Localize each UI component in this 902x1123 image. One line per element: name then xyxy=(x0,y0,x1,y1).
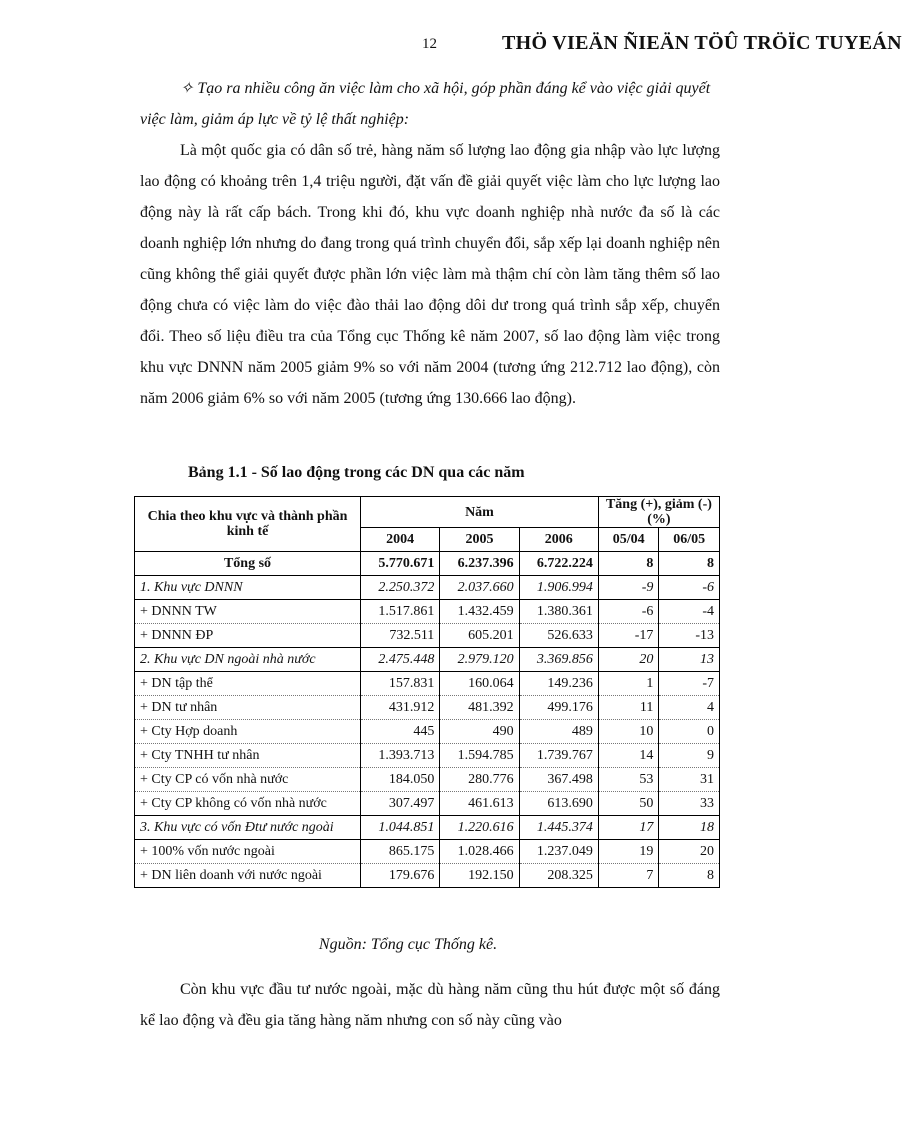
header-category: Chia theo khu vực và thành phần kinh tế xyxy=(135,497,361,552)
cell-2006: 499.176 xyxy=(519,696,598,720)
table-row xyxy=(135,720,720,744)
table-row xyxy=(135,696,720,720)
cell-2005: 2.037.660 xyxy=(440,576,519,600)
cell-2004: 2.250.372 xyxy=(361,576,440,600)
header-change-group: Tăng (+), giảm (-) (%) xyxy=(598,497,719,528)
cell-2004: 865.175 xyxy=(361,840,440,864)
row-label: + DN liên doanh với nước ngoài xyxy=(135,864,361,888)
cell-2006: 1.906.994 xyxy=(519,576,598,600)
cell-2006: 526.633 xyxy=(519,624,598,648)
row-label: 2. Khu vực DN ngoài nhà nước xyxy=(135,648,361,672)
bullet-text: Tạo ra nhiều công ăn việc làm cho xã hội, góp phần đáng kể vào việc giải quyết việc làm, giảm áp lực về tỷ lệ thất nghiệp: xyxy=(140,80,711,128)
cell-change-05-04: 1 xyxy=(598,672,659,696)
cell-2005: 490 xyxy=(440,720,519,744)
cell-2005: 2.979.120 xyxy=(440,648,519,672)
table-row-group-non-state xyxy=(135,648,720,672)
cell-change-06-05: 18 xyxy=(659,816,720,840)
cell-2004: 445 xyxy=(361,720,440,744)
cell-2004: 179.676 xyxy=(361,864,440,888)
cell-2005: 6.237.396 xyxy=(440,552,519,576)
cell-2005: 192.150 xyxy=(440,864,519,888)
cell-change-06-05: 33 xyxy=(659,792,720,816)
cell-2006: 1.237.049 xyxy=(519,840,598,864)
cell-change-06-05: 31 xyxy=(659,768,720,792)
cell-2004: 184.050 xyxy=(361,768,440,792)
cell-2006: 613.690 xyxy=(519,792,598,816)
cell-2004: 2.475.448 xyxy=(361,648,440,672)
header-year-2005: 2005 xyxy=(440,528,519,552)
row-label: 3. Khu vực có vốn Đtư nước ngoài xyxy=(135,816,361,840)
table-row xyxy=(135,600,720,624)
cell-change-06-05: -4 xyxy=(659,600,720,624)
header-year-2004: 2004 xyxy=(361,528,440,552)
table-row-total xyxy=(135,552,720,576)
header-year-group: Năm xyxy=(361,497,599,528)
cell-change-06-05: 9 xyxy=(659,744,720,768)
cell-2004: 1.044.851 xyxy=(361,816,440,840)
cell-change-05-04: 10 xyxy=(598,720,659,744)
row-label: + Cty CP có vốn nhà nước xyxy=(135,768,361,792)
table-row xyxy=(135,864,720,888)
cell-change-06-05: 8 xyxy=(659,552,720,576)
table-row-group-fdi xyxy=(135,816,720,840)
cell-2005: 280.776 xyxy=(440,768,519,792)
header-year-2006: 2006 xyxy=(519,528,598,552)
cell-2004: 307.497 xyxy=(361,792,440,816)
cell-change-05-04: 50 xyxy=(598,792,659,816)
cell-2006: 489 xyxy=(519,720,598,744)
row-label: 1. Khu vực DNNN xyxy=(135,576,361,600)
cell-2006: 1.739.767 xyxy=(519,744,598,768)
cell-2004: 1.393.713 xyxy=(361,744,440,768)
paragraph-2-text: Còn khu vực đầu tư nước ngoài, mặc dù hàng năm cũng thu hút được một số đáng kể lao động và đều gia tăng hàng năm nhưng con số này cũng vào xyxy=(140,981,720,1029)
cell-2006: 1.445.374 xyxy=(519,816,598,840)
running-header: THÖ VIEÄN ÑIEÄN TÖÛ TRÖÏC TUYEÁN xyxy=(502,32,902,54)
star-bullet-icon: ✧ xyxy=(180,80,194,97)
cell-2005: 1.432.459 xyxy=(440,600,519,624)
cell-change-06-05: -6 xyxy=(659,576,720,600)
table-title: Bảng 1.1 - Số lao động trong các DN qua các năm xyxy=(188,464,525,481)
cell-change-05-04: 20 xyxy=(598,648,659,672)
row-label: + DNNN ĐP xyxy=(135,624,361,648)
row-label: + DN tập thể xyxy=(135,672,361,696)
table-row xyxy=(135,792,720,816)
cell-change-06-05: 13 xyxy=(659,648,720,672)
cell-change-06-05: 4 xyxy=(659,696,720,720)
labor-table xyxy=(134,496,720,888)
cell-change-06-05: 20 xyxy=(659,840,720,864)
paragraph-1-text: Là một quốc gia có dân số trẻ, hàng năm số lượng lao động gia nhập vào lực lượng lao động có khoảng trên 1,4 triệu người, đặt vấn đề giải quyết việc làm cho lực lượng lao động này là rất cấp bách. Trong khi đó, khu vực doanh nghiệp nhà nước đa số là các doanh nghiệp lớn nhưng do đang trong quá trình chuyển đổi, sắp xếp lại doanh nghiệp nên cũng không thể giải quyết được phần lớn việc làm mà thậm chí còn làm tăng thêm số lao động chưa có việc làm do việc đào thải lao động dôi dư trong quá trình sắp xếp, chuyển đổi. Theo số liệu điều tra của Tổng cục Thống kê năm 2007, số lao động làm việc trong khu vực DNNN năm 2005 giảm 9% so với năm 2004 (tương ứng 212.712 lao động), còn năm 2006 giảm 6% so với năm 2005 (tương ứng 130.666 lao động). xyxy=(140,142,720,407)
cell-change-05-04: 53 xyxy=(598,768,659,792)
cell-2006: 208.325 xyxy=(519,864,598,888)
table-row xyxy=(135,840,720,864)
table-row xyxy=(135,624,720,648)
row-label: + 100% vốn nước ngoài xyxy=(135,840,361,864)
cell-2006: 6.722.224 xyxy=(519,552,598,576)
page-number: 12 xyxy=(422,36,437,52)
table-row xyxy=(135,672,720,696)
cell-2004: 5.770.671 xyxy=(361,552,440,576)
cell-change-05-04: -6 xyxy=(598,600,659,624)
cell-2005: 481.392 xyxy=(440,696,519,720)
table-row-group-dnnn xyxy=(135,576,720,600)
cell-change-06-05: 8 xyxy=(659,864,720,888)
table-source-note: Nguồn: Tổng cục Thống kê. xyxy=(318,936,498,953)
bullet-item xyxy=(140,73,720,135)
row-label: + Cty CP không có vốn nhà nước xyxy=(135,792,361,816)
cell-2005: 1.594.785 xyxy=(440,744,519,768)
cell-2006: 367.498 xyxy=(519,768,598,792)
cell-2005: 605.201 xyxy=(440,624,519,648)
body-paragraph-2 xyxy=(140,974,720,1036)
cell-2005: 1.220.616 xyxy=(440,816,519,840)
cell-2005: 1.028.466 xyxy=(440,840,519,864)
cell-change-05-04: 19 xyxy=(598,840,659,864)
cell-change-06-05: -7 xyxy=(659,672,720,696)
table-row xyxy=(135,744,720,768)
cell-change-05-04: 7 xyxy=(598,864,659,888)
table-header-row-1 xyxy=(135,497,720,528)
cell-2006: 3.369.856 xyxy=(519,648,598,672)
row-label: + DN tư nhân xyxy=(135,696,361,720)
cell-2004: 732.511 xyxy=(361,624,440,648)
header-change-05-04: 05/04 xyxy=(598,528,659,552)
cell-change-06-05: -13 xyxy=(659,624,720,648)
cell-2004: 1.517.861 xyxy=(361,600,440,624)
header-change-06-05: 06/05 xyxy=(659,528,720,552)
cell-2005: 461.613 xyxy=(440,792,519,816)
cell-change-05-04: 14 xyxy=(598,744,659,768)
row-label: + Cty TNHH tư nhân xyxy=(135,744,361,768)
cell-2004: 431.912 xyxy=(361,696,440,720)
body-paragraph-1 xyxy=(140,135,720,414)
cell-2004: 157.831 xyxy=(361,672,440,696)
cell-change-06-05: 0 xyxy=(659,720,720,744)
cell-change-05-04: -9 xyxy=(598,576,659,600)
cell-change-05-04: 17 xyxy=(598,816,659,840)
row-label: Tổng số xyxy=(135,552,361,576)
cell-change-05-04: 11 xyxy=(598,696,659,720)
cell-change-05-04: -17 xyxy=(598,624,659,648)
row-label: + DNNN TW xyxy=(135,600,361,624)
row-label: + Cty Hợp doanh xyxy=(135,720,361,744)
cell-change-05-04: 8 xyxy=(598,552,659,576)
cell-2005: 160.064 xyxy=(440,672,519,696)
cell-2006: 149.236 xyxy=(519,672,598,696)
table-row xyxy=(135,768,720,792)
cell-2006: 1.380.361 xyxy=(519,600,598,624)
